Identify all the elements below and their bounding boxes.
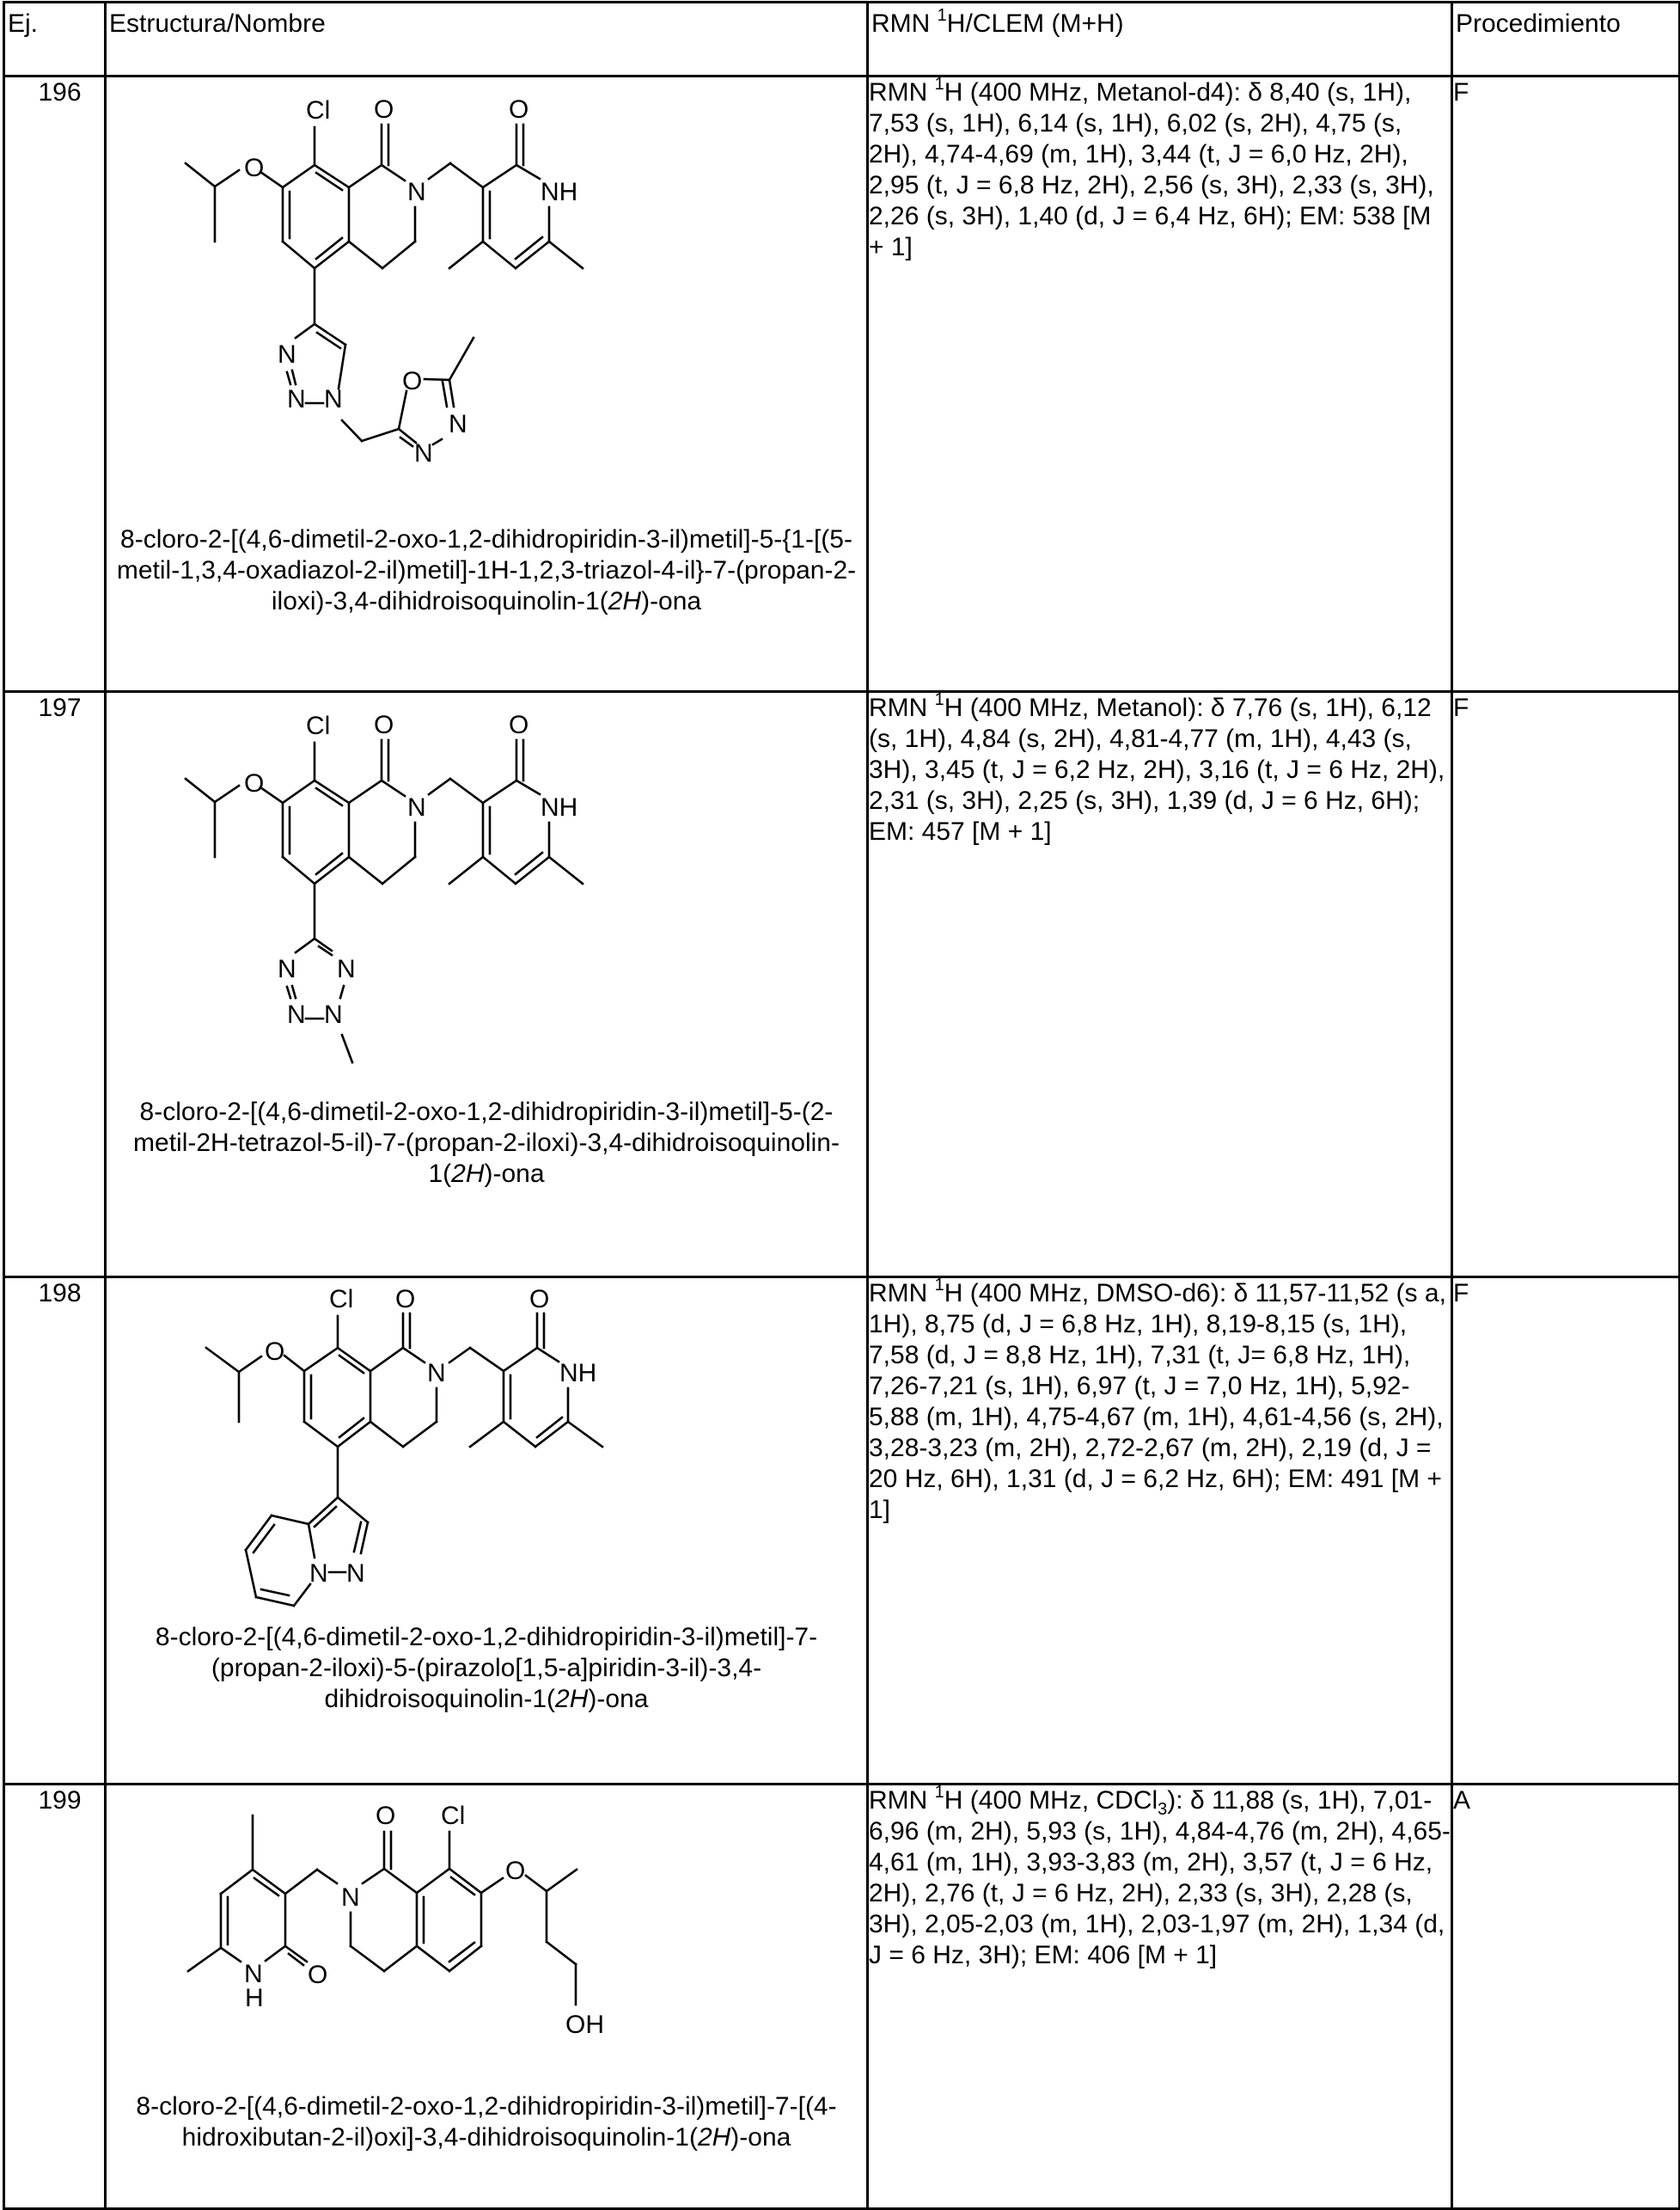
svg-text:Cl: Cl	[306, 712, 331, 740]
svg-text:NH: NH	[559, 1359, 597, 1387]
svg-text:N: N	[427, 1359, 446, 1387]
svg-text:O: O	[509, 711, 529, 739]
svg-text:N: N	[324, 385, 343, 413]
svg-text:N: N	[414, 439, 433, 468]
nmr-data: RMN $^1$H (400 MHz, DMSO-d6): δ 11,57-11,52 (s a, 1H), 8,75 (d, J = 6,8 Hz, 1H), 8,19-8,15 (s, 1H), 7,58 (d, J = 8,8 Hz, 1H), 7,31 (t, J= 6,8 Hz, 1H), 7,26-7,21 (s, 1H), 6,97 (t, J = 7,0 Hz, 1H), 5,92-5,88 (m, 1H), 4,75-4,67 (m, 1H), 4,61-4,56 (s, 2H), 3,28-3,23 (m, 2H), 2,72-2,67 (m, 2H), 2,19 (d, J = 20 Hz, 6H), 1,31 (d, J = 6,2 Hz, 6H); EM: 491 [M + 1]	[868, 1277, 1452, 1785]
procedure-code: A	[1452, 1785, 1680, 2209]
nmr-data: RMN $^1$H (400 MHz, Metanol): δ 7,76 (s, 1H), 6,12 (s, 1H), 4,84 (s, 2H), 4,81-4,77 (m, 1H), 4,43 (s, 3H), 3,45 (t, J = 6,2 Hz, 2H), 3,16 (t, J = 6 Hz, 2H), 2,31 (s, 3H), 2,25 (s, 3H), 1,39 (d, J = 6 Hz, 6H); EM: 457 [M + 1]	[868, 692, 1452, 1277]
compound-name: 8-cloro-2-[(4,6-dimetil-2-oxo-1,2-dihidropiridin-3-il)metil]-5-{1-[(5-metil-1,3,4-oxadiazol-2-il)metil]-1H-1,2,3-triazol-4-il}-7-(propan-2-iloxi)-3,4-dihidroisoquinolin-1(2H)-ona	[116, 525, 857, 615]
header-nmr: RMN $^1$H/CLEM (M+H)	[868, 3, 1452, 77]
svg-text:N: N	[449, 410, 467, 438]
svg-text:O: O	[376, 1802, 396, 1830]
svg-text:N: N	[278, 955, 296, 983]
svg-text:O: O	[308, 1961, 328, 1989]
table-row	[4, 692, 1680, 1277]
molecule-199-structure-icon	[168, 1785, 804, 2043]
nmr-data: RMN $^1$H (400 MHz, Metanol-d4): δ 8,40 (s, 1H), 7,53 (s, 1H), 6,14 (s, 1H), 6,02 (s, 2H), 4,75 (s, 2H), 4,74-4,69 (m, 1H), 3,44 (t, J = 6,0 Hz, 2H), 2,95 (t, J = 6,8 Hz, 2H), 2,56 (s, 3H), 2,33 (s, 3H), 2,26 (s, 3H), 1,40 (d, J = 6,4 Hz, 6H); EM: 538 [M + 1]	[868, 77, 1452, 692]
table-row	[4, 1785, 1680, 2209]
svg-text:NH: NH	[541, 793, 578, 822]
svg-text:N: N	[287, 1001, 306, 1029]
svg-text:O: O	[265, 1338, 285, 1366]
header-structure: Estructura/Nombre	[106, 3, 868, 77]
svg-text:O: O	[244, 154, 265, 182]
svg-text:O: O	[374, 95, 394, 124]
molecule-197-structure-icon	[168, 693, 804, 1097]
table-row	[4, 1277, 1680, 1785]
procedure-code: F	[1452, 77, 1680, 692]
nmr-data: RMN $^1$H (400 MHz, CDCl$_3$): δ 11,88 (s, 1H), 7,01-6,96 (m, 2H), 5,93 (s, 1H), 4,84-4,76 (m, 2H), 4,65-4,61 (m, 1H), 3,93-3,83 (m, 2H), 3,57 (t, J = 6 Hz, 2H), 2,76 (t, J = 6 Hz, 2H), 2,33 (s, 3H), 2,28 (s, 3H), 2,05-2,03 (m, 1H), 2,03-1,97 (m, 2H), 1,34 (d, J = 6 Hz, 3H); EM: 406 [M + 1]	[868, 1785, 1452, 2209]
compound-name: 8-cloro-2-[(4,6-dimetil-2-oxo-1,2-dihidropiridin-3-il)metil]-5-(2-metil-2H-tetrazol-5-il)-7-(propan-2-iloxi)-3,4-dihidroisoquinolin-1(2H)-ona	[133, 1098, 840, 1188]
svg-text:O: O	[402, 367, 423, 395]
svg-text:O: O	[529, 1285, 550, 1313]
compound-name: 8-cloro-2-[(4,6-dimetil-2-oxo-1,2-dihidropiridin-3-il)metil]-7-(propan-2-iloxi)-5-(pirazolo[1,5-a]piridin-3-il)-3,4-dihidroisoquinolin-1(2H)-ona	[155, 1623, 818, 1713]
svg-text:N: N	[346, 1559, 365, 1588]
svg-text:N: N	[324, 1001, 343, 1029]
procedure-code: F	[1452, 692, 1680, 1277]
svg-text:NH: NH	[541, 178, 578, 206]
svg-text:O: O	[374, 711, 394, 739]
svg-text:Cl: Cl	[306, 96, 331, 125]
example-number: 196	[4, 77, 106, 692]
svg-text:O: O	[509, 95, 529, 124]
example-number: 199	[4, 1785, 106, 2209]
molecule-196-structure-icon	[168, 77, 804, 524]
svg-text:O: O	[395, 1285, 416, 1313]
svg-text:O: O	[244, 769, 265, 798]
svg-text:N: N	[341, 1883, 360, 1912]
table-header-row	[4, 3, 1680, 77]
svg-text:N: N	[244, 1960, 263, 1988]
svg-text:N: N	[337, 955, 356, 983]
svg-text:N: N	[407, 178, 426, 206]
procedure-code: F	[1452, 1277, 1680, 1785]
svg-text:OH: OH	[565, 2011, 604, 2039]
compound-table	[3, 1, 1680, 2210]
svg-text:N: N	[287, 385, 306, 413]
svg-text:Cl: Cl	[329, 1285, 354, 1313]
svg-text:Cl: Cl	[441, 1802, 466, 1830]
header-procedure: Procedimiento	[1452, 3, 1680, 77]
structure-cell	[106, 1277, 868, 1785]
molecule-198-structure-icon	[194, 1278, 779, 1622]
svg-text:H: H	[245, 1984, 264, 2012]
structure-cell	[106, 77, 868, 692]
header-ej: Ej.	[4, 3, 106, 77]
svg-text:N: N	[309, 1559, 328, 1588]
table-row	[4, 77, 1680, 692]
example-number: 198	[4, 1277, 106, 1785]
structure-cell	[106, 1785, 868, 2209]
example-number: 197	[4, 692, 106, 1277]
structure-cell	[106, 692, 868, 1277]
svg-text:N: N	[278, 340, 296, 369]
svg-text:O: O	[505, 1857, 526, 1885]
svg-text:N: N	[407, 793, 426, 822]
compound-name: 8-cloro-2-[(4,6-dimetil-2-oxo-1,2-dihidropiridin-3-il)metil]-7-[(4-hidroxibutan-2-il)oxi]-3,4-dihidroisoquinolin-1(2H)-ona	[136, 2092, 837, 2152]
